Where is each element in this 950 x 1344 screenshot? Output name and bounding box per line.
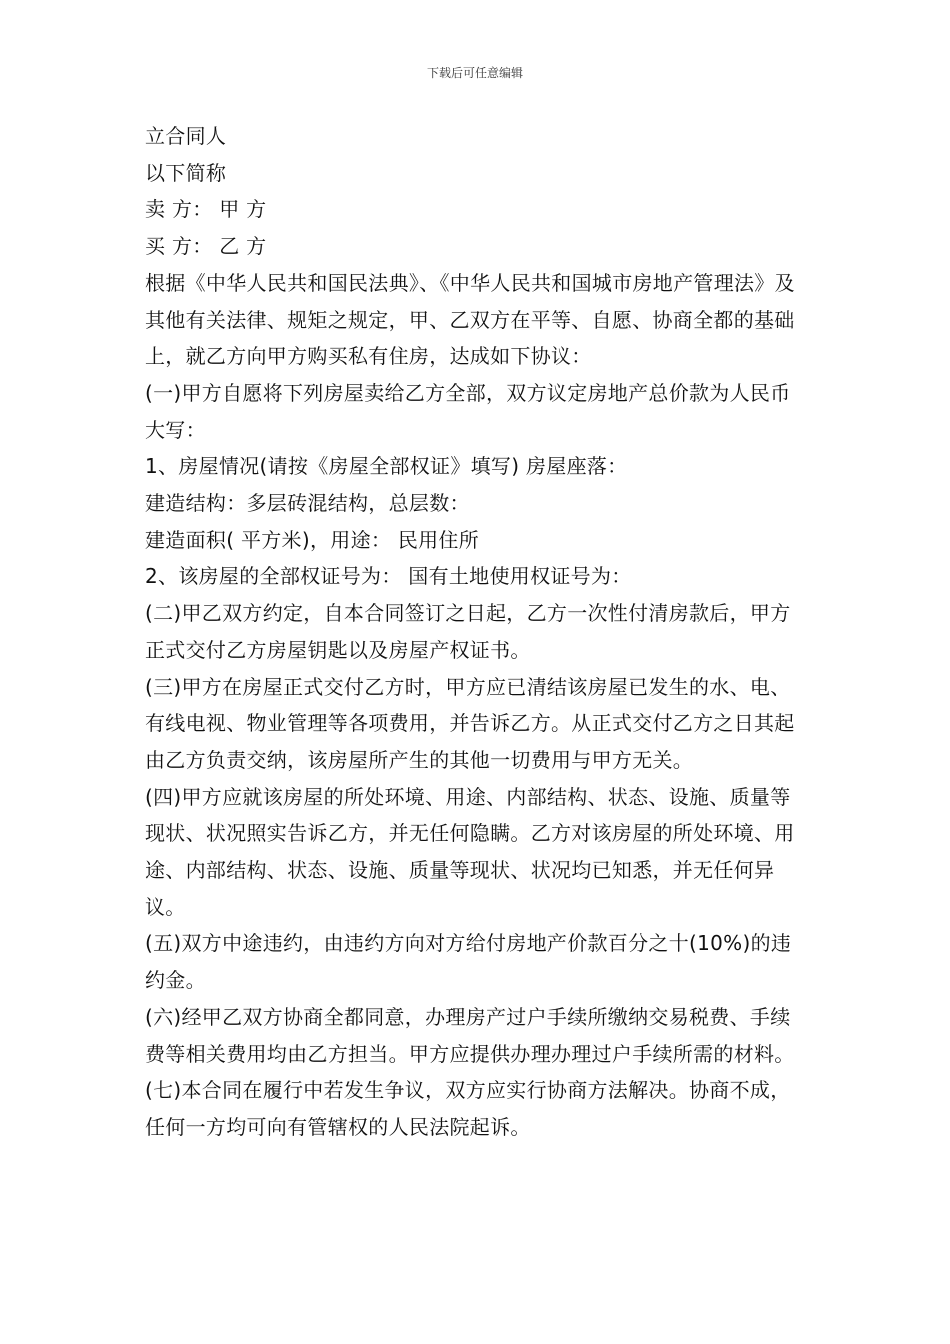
contract-paragraph: 建造面积( 平方米)，用途： 民用住所 (145, 527, 480, 552)
contract-paragraph: 根据《中华人民共和国民法典》、《中华人民共和国城市房地产管理法》及其他有关法律、规矩之规定，甲、乙双方在平等、自愿、协商全都的基础上，就乙方向甲方购买私有住房，达成如下协议： (145, 270, 795, 369)
page-header (0, 64, 950, 82)
header-note: 下载后可任意编辑 (426, 66, 523, 80)
contract-paragraph: (五)双方中途违约，由违约方向对方给付房地产价款百分之十(10%)的违约金。 (145, 931, 792, 993)
contract-line: 卖 方： 甲 方 (145, 197, 267, 222)
contract-body (145, 118, 809, 1146)
contract-line: 立合同人 (145, 124, 227, 148)
contract-paragraph: (六)经甲乙双方协商全都同意，办理房产过户手续所缴纳交易税费、手续费等相关费用均由乙方担当。甲方应提供办理办理过户手续所需的材料。 (145, 1004, 795, 1066)
contract-paragraph: (一)甲方自愿将下列房屋卖给乙方全部，双方议定房地产总价款为人民币大写： (145, 380, 791, 442)
contract-paragraph: 建造结构：多层砖混结构，总层数： (145, 491, 470, 516)
contract-line: 买 方： 乙 方 (145, 234, 267, 259)
contract-paragraph: (七)本合同在履行中若发生争议，双方应实行协商方法解决。协商不成，任何一方均可向有管辖权的人民法院起诉。 (145, 1078, 791, 1139)
contract-paragraph: (四)甲方应就该房屋的所处环境、用途、内部结构、状态、设施、质量等现状、状况照实告诉乙方，并无任何隐瞒。乙方对该房屋的所处环境、用途、内部结构、状态、设施、质量等现状、状况均已知悉，并无任何异议。 (145, 784, 795, 919)
contract-paragraph: (二)甲乙双方约定，自本合同签订之日起，乙方一次性付清房款后，甲方正式交付乙方房屋钥匙以及房屋产权证书。 (145, 601, 791, 662)
contract-paragraph: (三)甲方在房屋正式交付乙方时，甲方应已清结该房屋已发生的水、电、有线电视、物业管理等各项费用，并告诉乙方。从正式交付乙方之日其起由乙方负责交纳，该房屋所产生的其他一切费用与甲方无关。 (145, 674, 795, 772)
contract-line: 以下简称 (145, 160, 227, 185)
contract-paragraph: 1、房屋情况(请按《房屋全部权证》填写) 房屋座落： (145, 454, 628, 479)
contract-paragraph: 2、该房屋的全部权证号为： 国有土地使用权证号为： (145, 564, 632, 589)
